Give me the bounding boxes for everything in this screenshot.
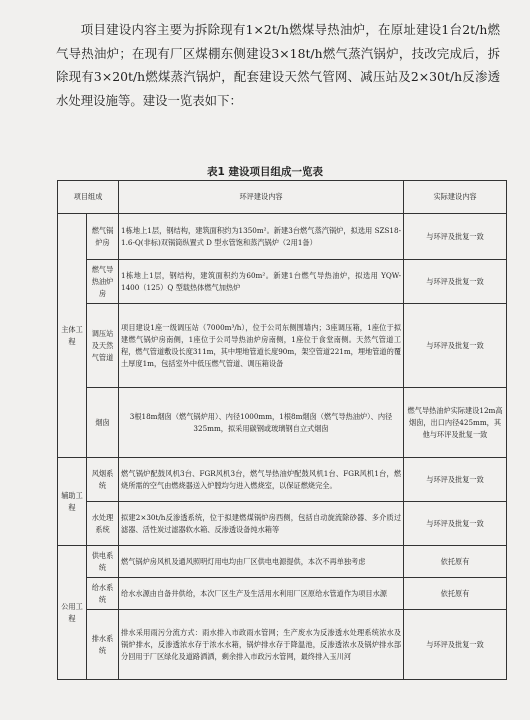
group-aux: 辅助工程 [58,458,87,546]
table-row [58,546,507,578]
row-name: 调压站及天然气管道 [87,304,119,388]
header-group: 项目组成 [58,181,119,214]
row-actual: 依托原有 [404,546,507,578]
row-actual: 依托原有 [404,578,507,610]
table-row [58,260,507,304]
row-name: 给水系统 [87,578,119,610]
row-name: 排水系统 [87,610,119,680]
table-row [58,610,507,680]
row-content: 燃气锅炉配鼓风机3台、FGR风机3台，燃气导热油炉配鼓风机1台、FGR风机1台，燃烧所需的空气由燃烧器送入炉膛均匀进入燃烧室，以保证燃烧完全。 [119,458,404,502]
row-content: 1栋地上1层，钢结构，建筑面积约为60m²。新建1台燃气导热油炉，拟选用 YQW-1400（125）Q 型载热体燃气加热炉 [119,260,404,304]
header-actual: 实际建设内容 [404,181,507,214]
intro-text: 项目建设内容主要为拆除现有1×2t/h燃煤导热油炉，在原址建设1台2t/h燃气导热油炉；在现有厂区煤棚东侧建设3×18t/h燃气蒸汽锅炉，技改完成后，拆除现有3×20t/h燃煤蒸汽锅炉，配套建设天然气管网、减压站及2×30t/h反渗透水处理设施等。建设一览表如下： [56,22,500,108]
row-name: 水处理系统 [87,502,119,546]
intro-paragraph [56,18,500,112]
row-name: 烟囱 [87,388,119,458]
table-row [58,458,507,502]
row-name: 燃气锅炉房 [87,214,119,260]
row-name: 风烟系统 [87,458,119,502]
row-actual: 与环评及批复一致 [404,260,507,304]
group-main: 主体工程 [58,214,87,458]
table-row [58,214,507,260]
row-actual: 与环评及批复一致 [404,502,507,546]
table-caption: 表1 建设项目组成一览表 [207,166,323,178]
row-content: 项目建设1座一级调压站（7000m³/h），位于公司东侧围墙内；3座调压箱，1座位于拟建燃气锅炉房南侧，1座位于公司导热油炉房南侧，1座位于食堂南侧。天然气管道工程，燃气管道敷设长度311m，其中埋地管道长度90m，架空管道221m，埋地管道的覆土厚度1m，包括室外中低压燃气管道、调压箱设备 [119,304,404,388]
row-actual: 与环评及批复一致 [404,304,507,388]
row-content: 1栋地上1层，钢结构，建筑面积约为1350m²。新建3台燃气蒸汽锅炉，拟选用 SZS18-1.6-Q(非标)双锅筒纵置式 D 型水管饱和蒸汽锅炉（2用1备） [119,214,404,260]
row-content: 燃气锅炉房风机及通风照明灯用电均由厂区供电电源提供，本次不再单独考虑 [119,546,404,578]
table-header-row [58,181,507,214]
row-name: 供电系统 [87,546,119,578]
row-name: 燃气导热油炉房 [87,260,119,304]
table-row [58,388,507,458]
group-public: 公用工程 [58,546,87,680]
row-actual: 燃气导热油炉实际建设12m高烟囱，出口内径425mm，其他与环评及批复一致 [404,388,507,458]
project-composition-table [57,180,507,680]
row-actual: 与环评及批复一致 [404,610,507,680]
row-content: 3根18m烟囱（燃气锅炉用）、内径1000mm，1根8m烟囱（燃气导热油炉）、内径325mm，拟采用碳钢或玻璃钢自立式烟囱 [119,388,404,458]
row-content: 给水水源由自备井供给，本次厂区生产及生活用水利用厂区原给水管道作为项目水源 [119,578,404,610]
table-row [58,578,507,610]
row-content: 拟建2×30t/h反渗透系统，位于拟建燃煤锅炉房西侧，包括自动旋流除砂器、多介质过滤器、活性炭过滤器软水箱、反渗透设备纯水箱等 [119,502,404,546]
table-row [58,502,507,546]
table-row [58,304,507,388]
row-actual: 与环评及批复一致 [404,458,507,502]
row-actual: 与环评及批复一致 [404,214,507,260]
row-content: 排水采用雨污分流方式：雨水排入市政雨水管网；生产废水为反渗透水处理系统浓水及锅炉排水，反渗透浓水存于浓水水箱，锅炉排水存于降温池，反渗透浓水及锅炉排水部分回用于厂区绿化及道路洒洒，剩余排入市政污水管网，最终排入玉川河 [119,610,404,680]
header-content: 环评建设内容 [119,181,404,214]
